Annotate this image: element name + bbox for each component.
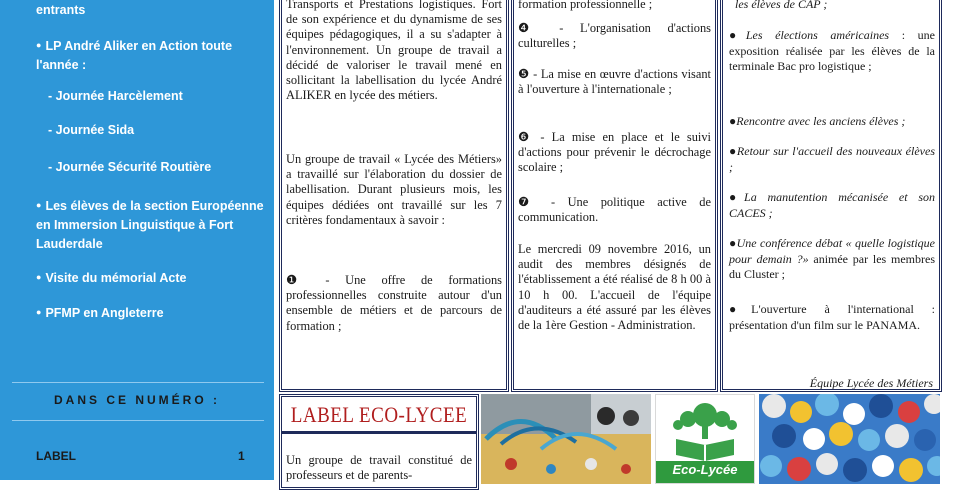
- col2-audit-paragraph: Le mercredi 09 novembre 2016, un audit des membres désignés de l'établissement a été réalisé de 8 h 00 à 10 h 00. L'accueil de l'équipe d'auditeurs a été assuré par les élèves de la 1ère Gestion - Administration.: [518, 242, 711, 333]
- col3-item-manutention: ●La manutention mécanisée et son CACES ;: [729, 190, 936, 220]
- bullet-icon: ●: [36, 307, 42, 317]
- recycled-craft-photo: [481, 394, 651, 484]
- col2-criterion-6: ❻ - La mise en place et le suivi d'actions pour prévenir le décrochage scolaire ;: [518, 130, 711, 175]
- bottle-caps-art: [759, 394, 940, 484]
- bullet-icon: ●: [36, 40, 42, 50]
- eco-paragraph-1: Un groupe de travail constitué de professeurs et de parents-: [286, 453, 472, 483]
- article-column-3: [720, 0, 942, 392]
- sidebar-item-europeenne: ● Les élèves de la section Européenne en Immersion Linguistique à Fort Lauderdale: [36, 199, 264, 251]
- sidebar-item-harcelement: - Journée Harcèlement: [48, 89, 183, 103]
- contents-heading: DANS CE NUMÉRO :: [53, 393, 220, 407]
- col2-paragraph-0: formation professionnelle ;: [518, 0, 653, 11]
- sidebar-divider: [12, 420, 264, 421]
- col3-signature: Équipe Lycée des Métiers: [809, 376, 933, 390]
- bullet-icon: ●: [36, 272, 42, 282]
- col2-criterion-7: ❼ - Une politique active de communication.: [518, 195, 711, 225]
- sidebar-item-sida: - Journée Sida: [48, 123, 135, 137]
- sidebar-item-memorial: ● Visite du mémorial Acte: [36, 271, 187, 285]
- article-column-2: [511, 0, 718, 392]
- col3-item-elections: ●Les élections américaines : une exposition réalisée par les élèves de la terminale Bac pro logistique ;: [729, 28, 935, 74]
- col3-line-0: les élèves de CAP ;: [735, 0, 828, 11]
- sidebar: [0, 0, 274, 480]
- col3-item-conference: ●Une conférence débat « quelle logistique pour demain ?» animée par les membres du Cluster ;: [729, 236, 935, 282]
- col1-paragraph-1: Transports et Prestations logistiques. Fort de son expérience et du dynamisme de ses équipes pédagogiques, il a su s'adapter à l'environnement. Un groupe de travail a décidé de valoriser le travail mené en sollicitant la labellisation du lycée André ALIKER en lycée des métiers.: [286, 0, 502, 103]
- eco-title-rule: [282, 431, 476, 434]
- article-column-1: [279, 0, 509, 392]
- sidebar-item-aliker: ● LP André Aliker en Action toute l'année :: [36, 39, 233, 72]
- eco-lycee-article: [279, 394, 479, 490]
- col1-paragraph-2: Un groupe de travail « Lycée des Métiers» a travaillé sur l'élaboration du dossier de labellisation. Durant plusieurs mois, les équipes dédiées ont travaillé sur les 7 critères fondamentaux à savoir :: [286, 152, 502, 227]
- col3-item-international: ●L'ouverture à l'international : présentation d'un film sur le PANAMA.: [729, 302, 935, 332]
- contents-entry-page: 1: [238, 449, 245, 463]
- craft-photo-art: [481, 394, 651, 484]
- sidebar-top-text: entrants: [36, 3, 86, 17]
- eco-lycee-logo: [655, 394, 755, 484]
- col2-criterion-5: ❺ - La mise en œuvre d'actions visant à l'ouverture à l'internationale ;: [518, 67, 711, 97]
- eco-lycee-logo-text: Eco-Lycée: [672, 462, 738, 477]
- eco-lycee-title: LABEL ECO-LYCEE: [290, 403, 468, 428]
- col3-item-rencontre: ●Rencontre avec les anciens élèves ;: [729, 114, 906, 128]
- bottle-caps-photo: [759, 394, 940, 484]
- col2-criterion-4: ❹ - L'organisation d'actions culturelles ;: [518, 21, 711, 51]
- col3-item-accueil: ●Retour sur l'accueil des nouveaux élèves ;: [729, 144, 935, 174]
- bullet-icon: ●: [36, 200, 42, 210]
- contents-entry-label: LABEL: [36, 449, 76, 463]
- sidebar-divider: [12, 382, 264, 383]
- sidebar-item-securite: - Journée Sécurité Routière: [48, 160, 212, 174]
- sidebar-item-pfmp: ● PFMP en Angleterre: [36, 306, 164, 320]
- col1-paragraph-3: ❶ - Une offre de formations professionnelles construite autour d'un ensemble de métiers et de parcours de formation ;: [286, 273, 502, 333]
